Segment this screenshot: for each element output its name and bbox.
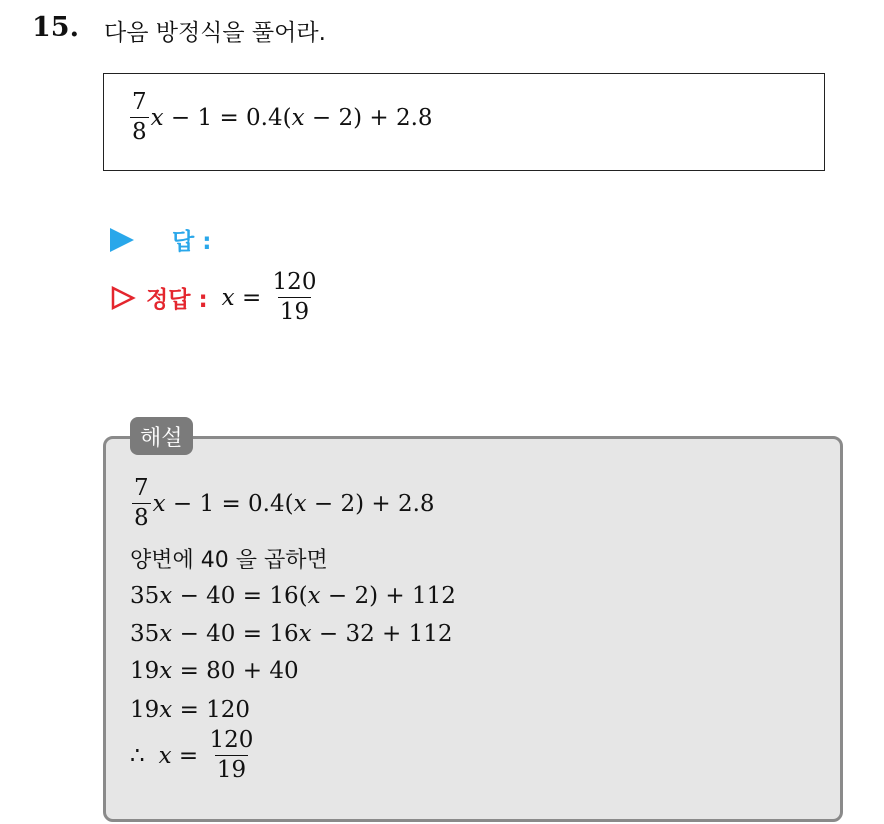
solution-line-2: 양변에 40 을 곱하면 (130, 548, 328, 573)
variable: x (159, 583, 173, 609)
solution-tab: 해설 (130, 417, 193, 455)
solution-text: 35 (130, 621, 160, 647)
variable: x (221, 284, 235, 311)
variable: x (150, 104, 164, 131)
outline-play-triangle-icon (110, 285, 136, 311)
variable: x (159, 621, 173, 647)
solution-text: 35 (130, 583, 160, 609)
solution-fraction (208, 728, 256, 784)
variable: x (307, 583, 321, 609)
solution-line-1 (130, 476, 435, 532)
variable: x (158, 742, 172, 769)
fraction-numerator: 120 (209, 727, 254, 753)
solution-text: − 2) + 112 (320, 583, 456, 609)
question-number: 15. (32, 12, 79, 43)
correct-answer-row (110, 270, 320, 326)
correct-answer-label: 정답 : (146, 287, 208, 314)
solution-text: 19 (130, 697, 160, 723)
equals-sign: = (171, 742, 206, 769)
solution-text: − 1 = 0.4( (165, 490, 294, 517)
fraction-denominator: 8 (132, 119, 147, 146)
fraction-denominator: 19 (216, 757, 247, 784)
solution-text: = 80 + 40 (172, 658, 299, 684)
solution-line-7 (130, 728, 257, 784)
solution-text: − 40 = 16( (172, 583, 308, 609)
solution-text: − 40 = 16 (172, 621, 299, 647)
solution-text: 19 (130, 658, 160, 684)
equals-sign: = (234, 284, 269, 311)
equation-text: − 2) + 2.8 (304, 104, 433, 131)
solution-line-5 (130, 658, 299, 684)
answer-row (110, 223, 211, 256)
solution-text: − 2) + 2.8 (306, 490, 435, 517)
equation-text: − 1 = 0.4( (163, 104, 292, 131)
correct-answer-math (222, 270, 321, 326)
equation (128, 90, 433, 146)
answer-fraction (271, 270, 319, 326)
fraction-numerator: 7 (132, 89, 147, 115)
answer-label: 답 : (172, 229, 212, 255)
therefore-symbol: ∴ (130, 742, 145, 769)
variable: x (293, 490, 307, 517)
variable: x (159, 697, 173, 723)
solid-play-triangle-icon (110, 228, 134, 252)
variable: x (159, 658, 173, 684)
solution-text: = 120 (172, 697, 251, 723)
equation-box (103, 73, 825, 171)
solution-line-6 (130, 697, 250, 723)
solution-line-3 (130, 583, 456, 609)
fraction-denominator: 19 (279, 299, 310, 326)
solution-fraction (132, 476, 151, 532)
question-prompt: 다음 방정식을 풀어라. (104, 20, 326, 46)
solution-line-4 (130, 621, 453, 647)
fraction-numerator: 7 (134, 475, 149, 501)
variable: x (152, 490, 166, 517)
fraction-numerator: 120 (272, 269, 317, 295)
equation-fraction (130, 90, 149, 146)
fraction-denominator: 8 (134, 505, 149, 532)
variable: x (298, 621, 312, 647)
solution-text: − 32 + 112 (311, 621, 453, 647)
variable: x (291, 104, 305, 131)
